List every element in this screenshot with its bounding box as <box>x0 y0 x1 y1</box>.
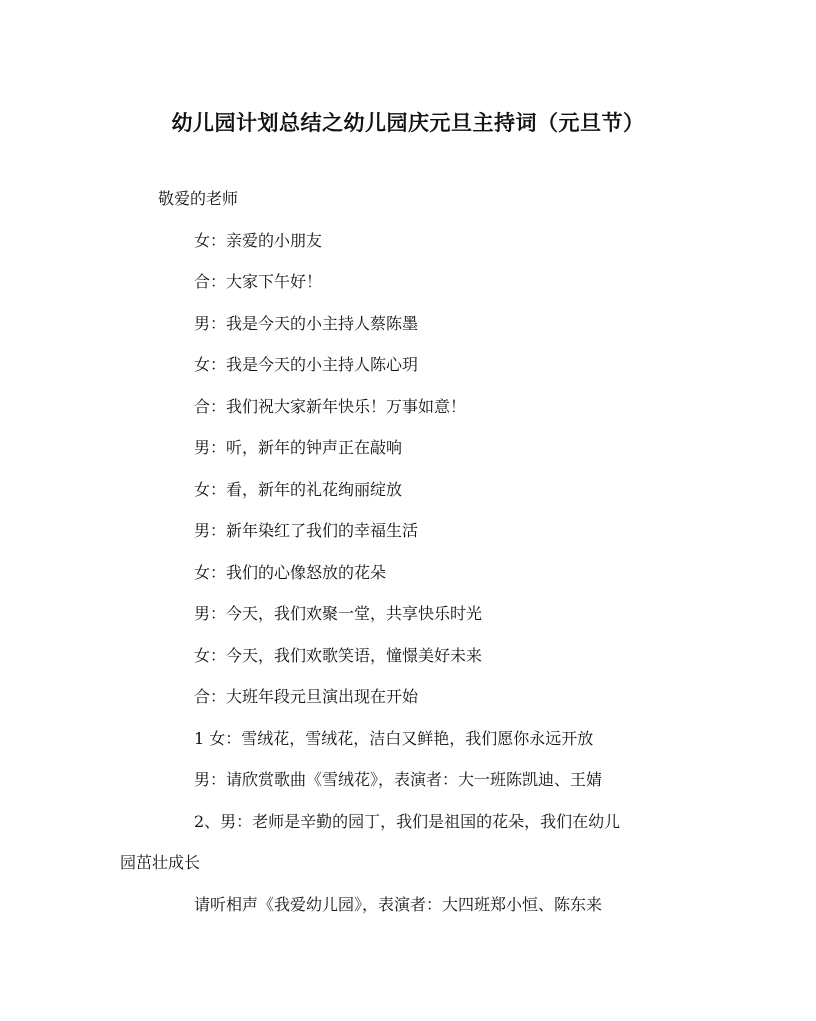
paragraph-line-continued: 园茁壮成长 <box>120 853 201 872</box>
paragraph-line: 合：大班年段元旦演出现在开始 <box>194 687 419 706</box>
paragraph-line: 男：今天，我们欢聚一堂，共享快乐时光 <box>194 604 483 623</box>
paragraph-line: 1 女：雪绒花，雪绒花，洁白又鲜艳，我们愿你永远开放 <box>194 729 594 748</box>
paragraph-line: 女：我是今天的小主持人陈心玥 <box>194 355 419 374</box>
paragraph-line: 女：今天，我们欢歌笑语，憧憬美好未来 <box>194 646 483 665</box>
paragraph-line: 男：新年染红了我们的幸福生活 <box>194 521 419 540</box>
paragraph-line: 男：请欣赏歌曲《雪绒花》，表演者：大一班陈凯迪、王婧 <box>194 770 603 789</box>
paragraph-line: 女：我们的心像怒放的花朵 <box>194 563 387 582</box>
paragraph-line: 请听相声《我爱幼儿园》，表演者：大四班郑小恒、陈东来 <box>194 895 603 914</box>
paragraph-line: 2、男：老师是辛勤的园丁，我们是祖国的花朵，我们在幼儿 <box>194 812 621 831</box>
paragraph-line: 合：我们祝大家新年快乐！万事如意！ <box>194 397 467 416</box>
paragraph-line: 女：亲爱的小朋友 <box>194 231 323 250</box>
paragraph-line: 男：听，新年的钟声正在敲响 <box>194 438 403 457</box>
paragraph-line: 男：我是今天的小主持人蔡陈墨 <box>194 314 419 333</box>
paragraph-line: 合：大家下午好！ <box>194 272 323 291</box>
document-title: 幼儿园计划总结之幼儿园庆元旦主持词（元旦节） <box>171 110 645 135</box>
paragraph-line: 敬爱的老师 <box>158 189 239 208</box>
paragraph-line: 女：看，新年的礼花绚丽绽放 <box>194 480 403 499</box>
